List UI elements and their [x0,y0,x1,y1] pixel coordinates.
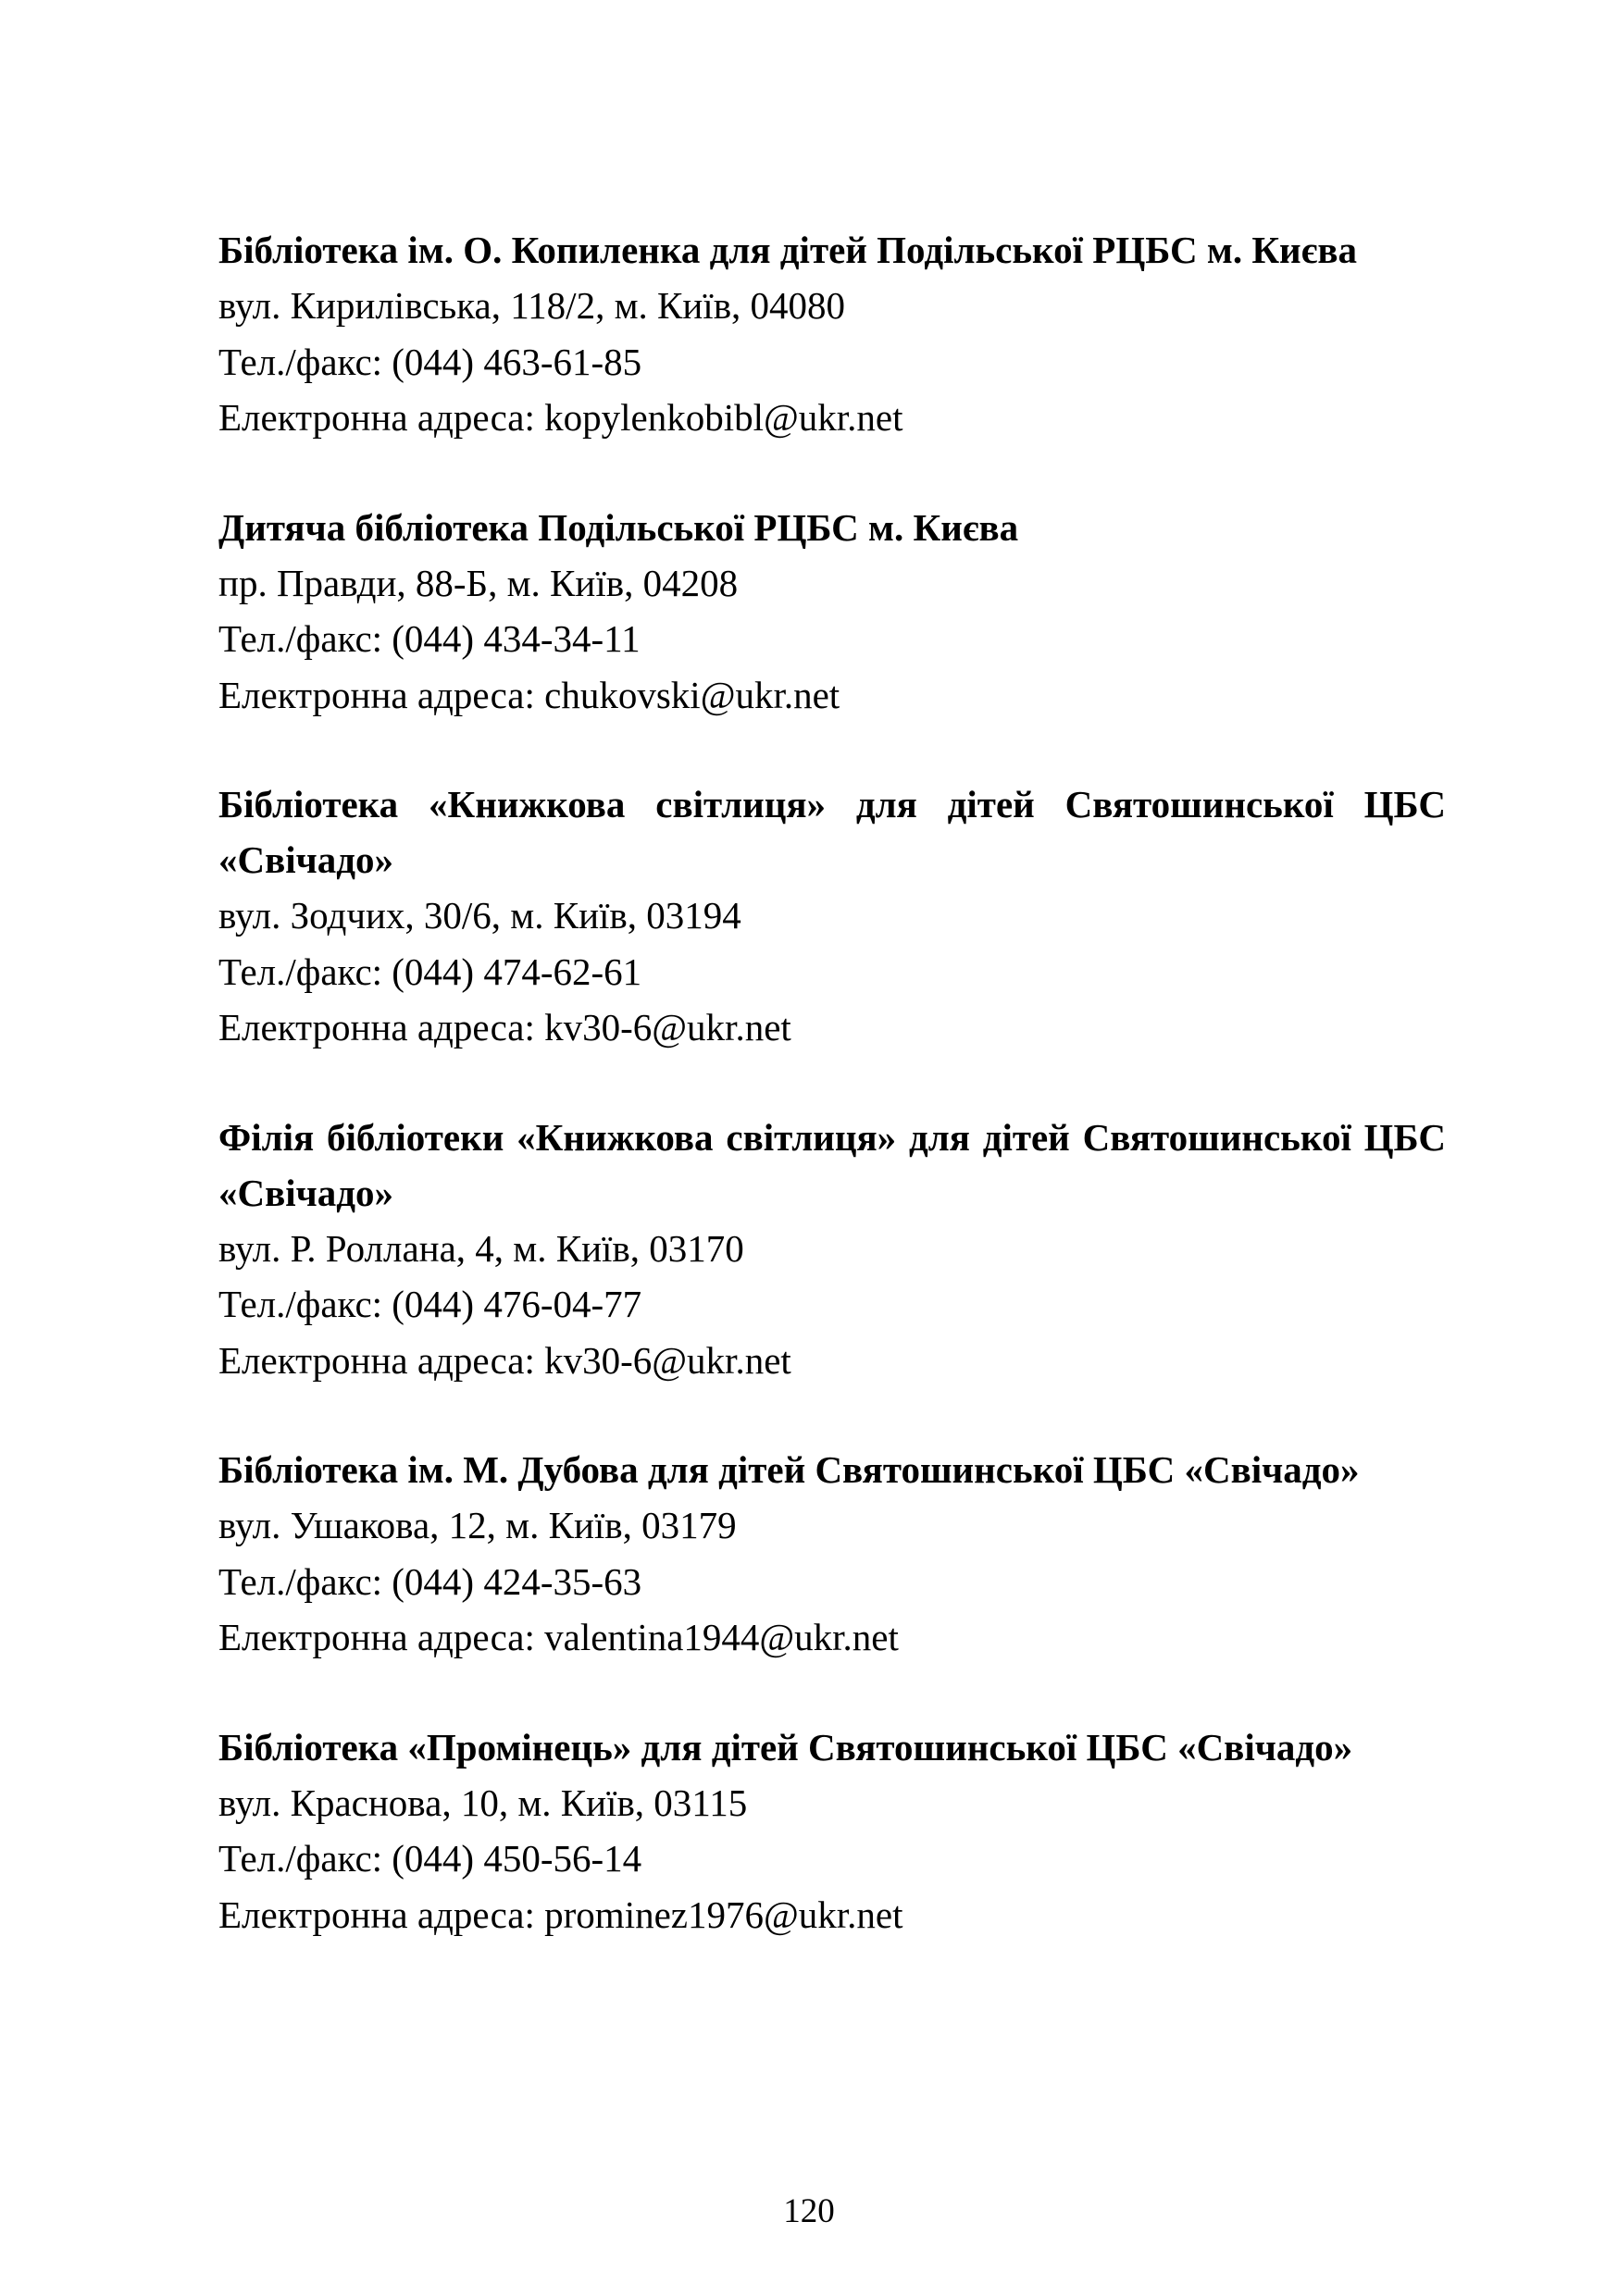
library-email: Електронна адреса: kv30-6@ukr.net [218,1006,791,1049]
library-title: Бібліотека ім. М. Дубова для дітей Святошинської ЦБС «Свічадо» [218,1448,1360,1491]
library-email: Електронна адреса: kv30-6@ukr.net [218,1338,791,1382]
library-email: Електронна адреса: prominez1976@ukr.net [218,1893,903,1936]
library-title: Дитяча бібліотека Подільської РЦБС м. Києва [218,505,1019,549]
library-phone: Тел./факс: (044) 450-56-14 [218,1837,642,1880]
library-title: Філія бібліотеки «Книжкова світлиця» для дітей Святошинської ЦБС «Свічадо» [218,1115,1446,1214]
library-email: Електронна адреса: chukovski@ukr.net [218,673,840,716]
library-address: вул. Р. Роллана, 4, м. Київ, 03170 [218,1226,744,1270]
library-entry [218,1719,1446,1943]
library-email: Електронна адреса: kopylenkobibl@ukr.net [218,396,903,439]
library-entry [218,222,1446,446]
library-title: Бібліотека «Промінець» для дітей Святошинської ЦБС «Свічадо» [218,1725,1353,1769]
library-phone: Тел./факс: (044) 424-35-63 [218,1559,642,1603]
library-address: вул. Ушакова, 12, м. Київ, 03179 [218,1504,737,1546]
library-entry [218,1110,1446,1389]
library-entry [218,1442,1446,1666]
library-phone: Тел./факс: (044) 474-62-61 [218,949,642,993]
library-address: пр. Правди, 88-Б, м. Київ, 04208 [218,561,739,604]
library-phone: Тел./факс: (044) 434-34-11 [218,617,641,660]
library-address: вул. Краснова, 10, м. Київ, 03115 [218,1781,748,1824]
library-address: вул. Зодчих, 30/6, м. Київ, 03194 [218,894,741,937]
library-title: Бібліотека «Книжкова світлиця» для дітей Святошинської ЦБС «Свічадо» [218,783,1446,881]
document-body [218,222,1446,1996]
library-title: Бібліотека ім. О. Копиленка для дітей Подільської РЦБС м. Києва [218,229,1358,271]
page-number: 120 [783,2192,835,2230]
library-address: вул. Кирилівська, 118/2, м. Київ, 04080 [218,284,846,327]
library-phone: Тел./факс: (044) 476-04-77 [218,1283,642,1325]
library-email: Електронна адреса: valentina1944@ukr.net [218,1616,899,1658]
library-phone: Тел./факс: (044) 463-61-85 [218,340,642,383]
library-entry [218,776,1446,1056]
library-entry [218,500,1446,724]
